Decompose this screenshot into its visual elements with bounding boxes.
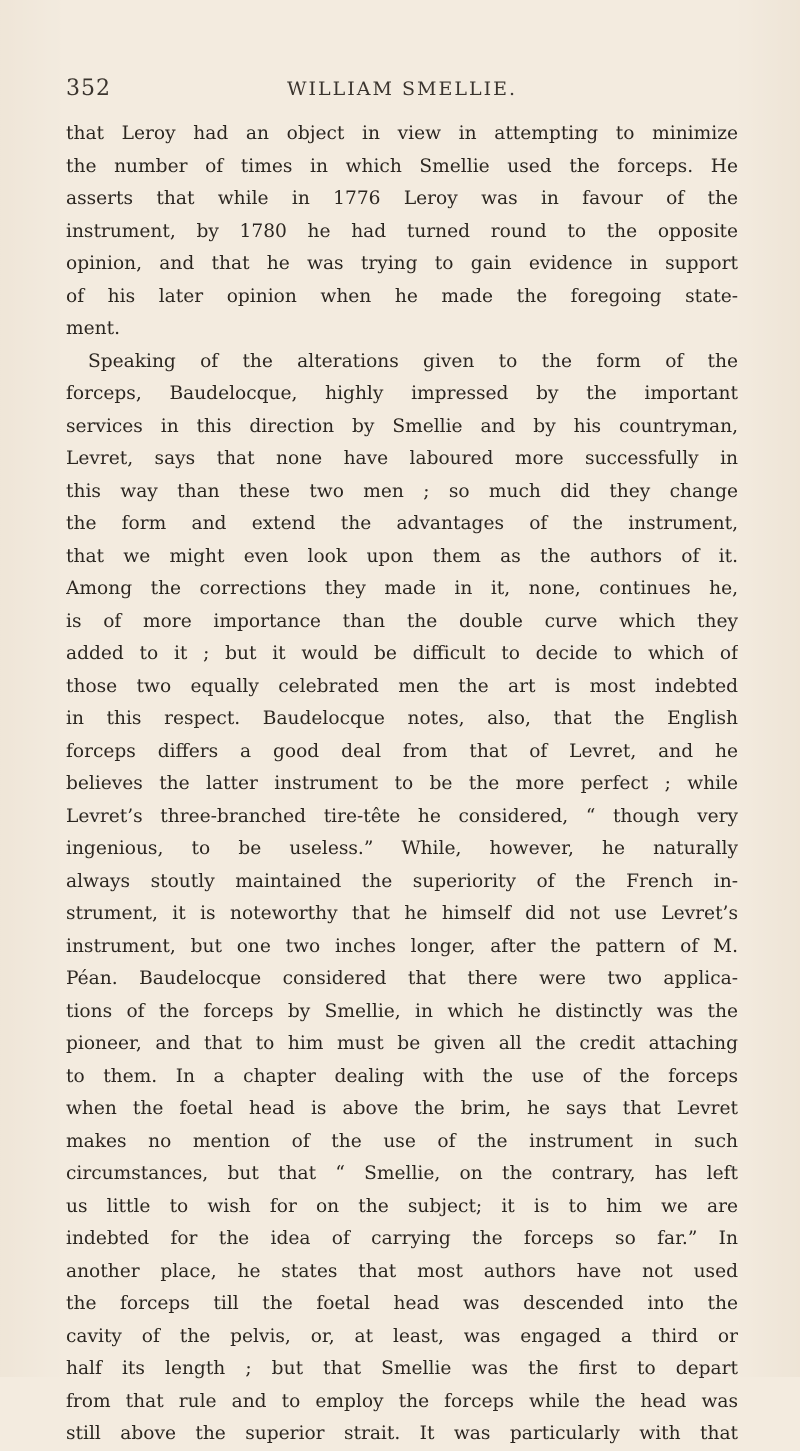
paragraph bbox=[66, 346, 738, 1451]
text-line: in this respect. Baudelocque notes, also, that the English bbox=[66, 708, 738, 729]
text-line: Péan. Baudelocque considered that there were two applica- bbox=[66, 968, 738, 989]
text-line: forceps, Baudelocque, highly impressed by the important bbox=[66, 383, 738, 404]
text-line: asserts that while in 1776 Leroy was in favour of the bbox=[66, 188, 738, 209]
text-line: pioneer, and that to him must be given all the credit attaching bbox=[66, 1033, 738, 1054]
text-line: instrument, by 1780 he had turned round to the opposite bbox=[66, 220, 738, 242]
text-line: cavity of the pelvis, or, at least, was engaged a third or bbox=[66, 1325, 738, 1347]
text-line: always stoutly maintained the superiority of the French in- bbox=[66, 870, 738, 892]
text-line: Levret’s three-branched tire-tête he considered, “ though very bbox=[66, 805, 738, 827]
text-line: added to it ; but it would be difficult to decide to which of bbox=[66, 643, 738, 664]
text-line: the forceps till the foetal head was descended into the bbox=[66, 1293, 738, 1314]
text-line: this way than these two men ; so much did they change bbox=[66, 480, 738, 502]
text-line: services in this direction by Smellie and by his countryman, bbox=[66, 415, 738, 437]
text-line: believes the latter instrument to be the more perfect ; while bbox=[66, 773, 738, 794]
text-line: is of more importance than the double curve which they bbox=[66, 610, 738, 632]
text-line: half its length ; but that Smellie was the first to depart bbox=[66, 1358, 738, 1379]
paragraph bbox=[66, 118, 738, 346]
text-line: Speaking of the alterations given to the form of the bbox=[88, 350, 738, 372]
text-line: from that rule and to employ the forceps while the head was bbox=[66, 1390, 738, 1412]
text-line: forceps differs a good deal from that of Levret, and he bbox=[66, 740, 738, 762]
text-line: of his later opinion when he made the foregoing state- bbox=[66, 285, 738, 307]
text-line: opinion, and that he was trying to gain evidence in support bbox=[66, 253, 738, 274]
text-line: the number of times in which Smellie used the forceps. He bbox=[66, 155, 738, 177]
text-line: still above the superior strait. It was particularly with that bbox=[66, 1423, 738, 1444]
text-line: those two equally celebrated men the art is most indebted bbox=[66, 675, 738, 697]
text-line: that we might even look upon them as the authors of it. bbox=[66, 545, 738, 567]
page-header bbox=[66, 74, 738, 108]
text-line: ingenious, to be useless.” While, however, he naturally bbox=[66, 838, 738, 859]
text-line: when the foetal head is above the brim, he says that Levret bbox=[66, 1098, 738, 1119]
text-line: tions of the forceps by Smellie, in which he distinctly was the bbox=[66, 1000, 738, 1022]
text-line: instrument, but one two inches longer, after the pattern of M. bbox=[66, 935, 738, 957]
running-title: WILLIAM SMELLIE. bbox=[287, 78, 517, 100]
text-line: Among the corrections they made in it, none, continues he, bbox=[66, 578, 738, 599]
text-line: Levret, says that none have laboured more successfully in bbox=[66, 448, 738, 469]
body-text bbox=[66, 118, 738, 1451]
text-line: us little to wish for on the subject; it is to him we are bbox=[66, 1195, 738, 1217]
text-line: makes no mention of the use of the instrument in such bbox=[66, 1130, 738, 1152]
text-line: ment. bbox=[66, 318, 120, 339]
text-line: that Leroy had an object in view in attempting to minimize bbox=[66, 123, 738, 144]
page-number: 352 bbox=[66, 76, 111, 101]
text-line: indebted for the idea of carrying the forceps so far.” In bbox=[66, 1228, 738, 1249]
text-line: circumstances, but that “ Smellie, on the contrary, has left bbox=[66, 1163, 738, 1184]
text-line: strument, it is noteworthy that he himself did not use Levret’s bbox=[66, 903, 738, 924]
text-line: to them. In a chapter dealing with the use of the forceps bbox=[66, 1065, 738, 1087]
text-line: another place, he states that most authors have not used bbox=[66, 1260, 738, 1282]
text-line: the form and extend the advantages of the instrument, bbox=[66, 513, 738, 534]
